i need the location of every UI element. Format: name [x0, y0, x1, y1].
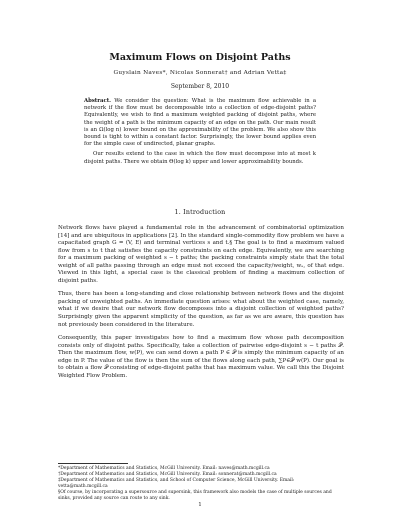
body-paragraph-2: Thus, there has been a long-standing and close relationship between network flows and the disjoint packing of unweighted paths. An immediate question arises: what about the weighted case, namely, what if we desire that our network flow decomposes into a disjoint collection of weighted paths? Surprisingly given the apparent simplicity of the question, as far as we are aware, this question has not previously been considered in the literature.	[58, 291, 344, 328]
abstract-paragraph-2: Our results extend to the case in which the flow must decompose into at most k disjoint paths. There we obtain Θ(log k) upper and lower approximability bounds.	[84, 151, 316, 165]
footnote-3: ‡Department of Mathematics and Statistics, and School of Computer Science, McGill University. Email: vetta@math.mcgill.ca	[58, 478, 295, 490]
paper-date: September 8, 2010	[170, 83, 230, 90]
footnote-rule	[58, 463, 128, 464]
body-paragraph-3: Consequently, this paper investigates how to find a maximum flow whose path decomposition consists only of disjoint paths. Specifically, take a collection of pairwise edge-disjoint s − t paths 𝒫. Then the maximum flow, w(P), we can send down a path P ∈ 𝒫 is simply the minimum capacity of an edge in P. The value of the flow is then the sum of the flows along each path, ∑P∈𝒫 w(P). Our goal is to obtain a flow 𝒫 consisting of edge-disjoint paths that has maximum value. We call this the Disjoint Weighted Flow Problem.	[58, 335, 344, 379]
abstract-text-1: We consider the question: What is the maximum flow achievable in a network if the flow must be decomposable into a collection of edge-disjoint paths? Equivalently, we wish to find a maximum weighted packing of disjoint paths, where the weight of a path is the minimum capacity of an edge on the path. Our main result is an Ω(log n) lower bound on the approximability of the problem. We also show this bound is tight to within a constant factor. Surprisingly, the lower bound applies even for the simple case of undirected, planar graphs.	[84, 98, 317, 148]
author-list: Guyslain Naves*, Nicolas Sonnerat† and Adrian Vetta‡	[113, 70, 287, 76]
introduction-body	[58, 225, 344, 386]
abstract-label: Abstract.	[84, 98, 111, 104]
footnote-2: †Department of Mathematics and Statistics, McGill University. Email: sonnerat@math.mcgill.ca	[58, 472, 277, 478]
footnote-4: §Of course, by incorporating a supersource and supersink, this framework also models the case of multiple sources and sinks, provided any source can route to any sink.	[58, 490, 332, 502]
body-paragraph-1: Network flows have played a fundamental role in the advancement of combinatorial optimization [14] and are ubiquitous in applications [2]. In the standard single-commodity flow problem we have a capacitated graph G = (V, E) and terminal vertices s and t.§ The goal is to find a maximum valued flow from s to t that satisfies the capacity constraints on each edge. Equivalently, we are searching for a maximum packing of weighted s − t paths; the packing constraints simply state that the total weight of all paths passing through an edge must not exceed the capacity/weight, wₑ, of that edge. Viewed in this light, a special case is the classical problem of finding a maximum collection of disjoint paths.	[58, 225, 344, 284]
section-heading-introduction: 1. Introduction	[174, 209, 226, 216]
footnotes	[58, 463, 344, 503]
page-number: 1	[198, 502, 202, 508]
abstract-paragraph-1	[84, 98, 316, 148]
footnote-1: *Department of Mathematics and Statistics, McGill University. Email: naves@math.mcgill.ca	[58, 466, 270, 471]
abstract	[84, 98, 316, 166]
paper-title: Maximum Flows on Disjoint Paths	[109, 52, 291, 63]
